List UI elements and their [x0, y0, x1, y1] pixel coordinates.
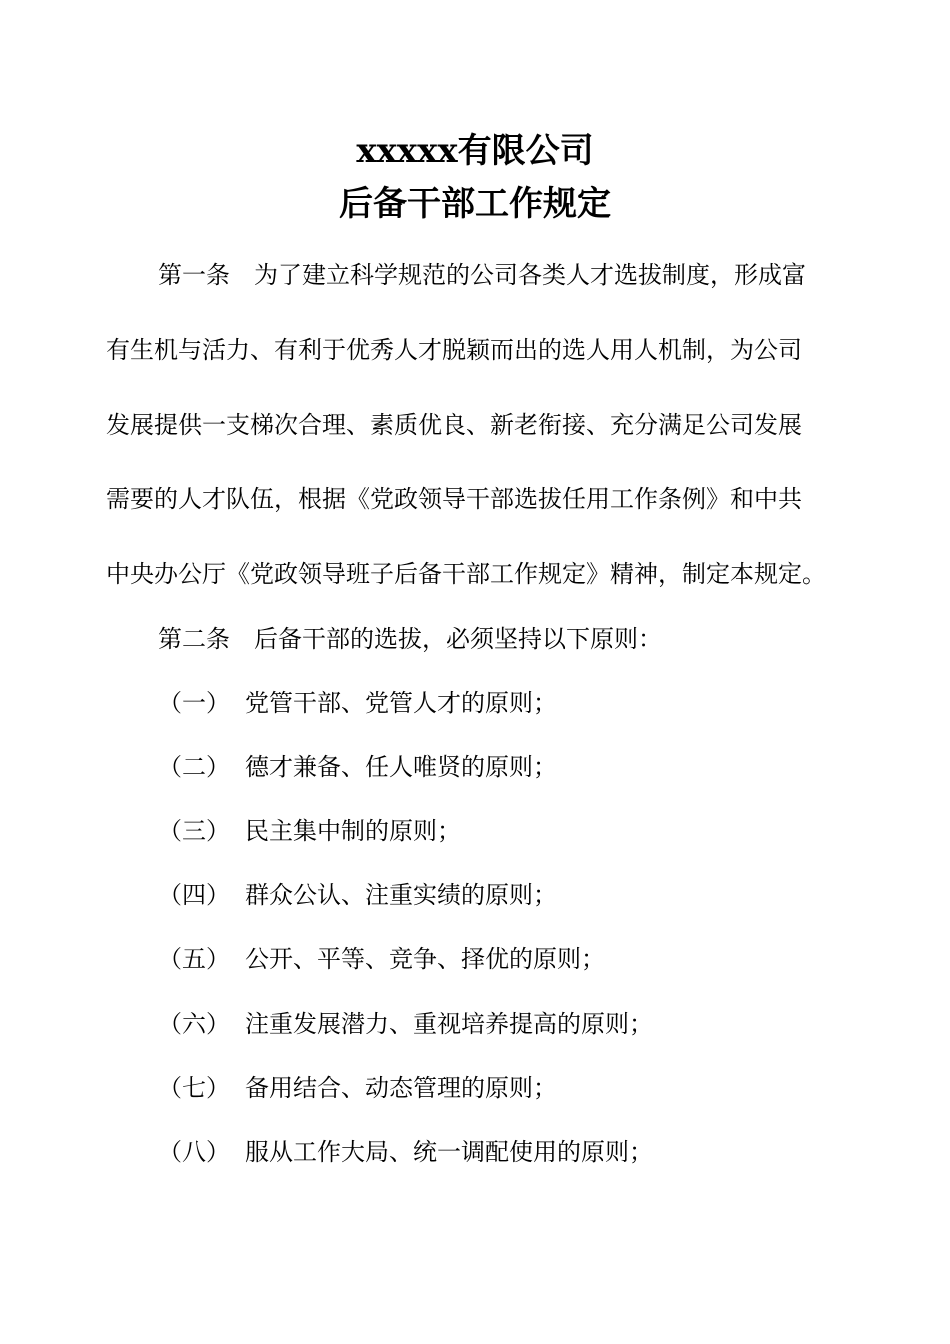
principle-text: 德才兼备、任人唯贤的原则；: [245, 753, 557, 781]
principle-number: （三）: [158, 817, 230, 845]
article-1-line-3: 发展提供一支梯次合理、素质优良、新老衔接、充分满足公司发展: [106, 411, 802, 439]
principle-text: 备用结合、动态管理的原则；: [245, 1074, 557, 1102]
company-title: xxxxx有限公司: [356, 131, 594, 171]
article-1-line-5: 中央办公厅《党政领导班子后备干部工作规定》精神，制定本规定。: [106, 560, 826, 588]
article-1-line-4: 需要的人才队伍，根据《党政领导干部选拔任用工作条例》和中共: [106, 485, 802, 513]
principle-number: （四）: [158, 881, 230, 909]
principle-text: 公开、平等、竞争、择优的原则；: [245, 945, 605, 973]
document-title: 后备干部工作规定: [339, 184, 611, 224]
principle-text: 注重发展潜力、重视培养提高的原则；: [245, 1010, 653, 1038]
article-1-line-1: 第一条 为了建立科学规范的公司各类人才选拔制度，形成富: [158, 261, 806, 289]
principle-number: （一）: [158, 689, 230, 717]
principle-number: （七）: [158, 1074, 230, 1102]
principle-text: 群众公认、注重实绩的原则；: [245, 881, 557, 909]
principle-text: 服从工作大局、统一调配使用的原则；: [245, 1138, 653, 1166]
principle-number: （六）: [158, 1010, 230, 1038]
article-2-heading: 第二条 后备干部的选拔，必须坚持以下原则：: [158, 625, 662, 653]
principle-number: （五）: [158, 945, 230, 973]
principle-text: 民主集中制的原则；: [245, 817, 461, 845]
article-1-line-2: 有生机与活力、有利于优秀人才脱颖而出的选人用人机制，为公司: [106, 336, 802, 364]
principle-number: （八）: [158, 1138, 230, 1166]
principle-number: （二）: [158, 753, 230, 781]
principle-text: 党管干部、党管人才的原则；: [245, 689, 557, 717]
